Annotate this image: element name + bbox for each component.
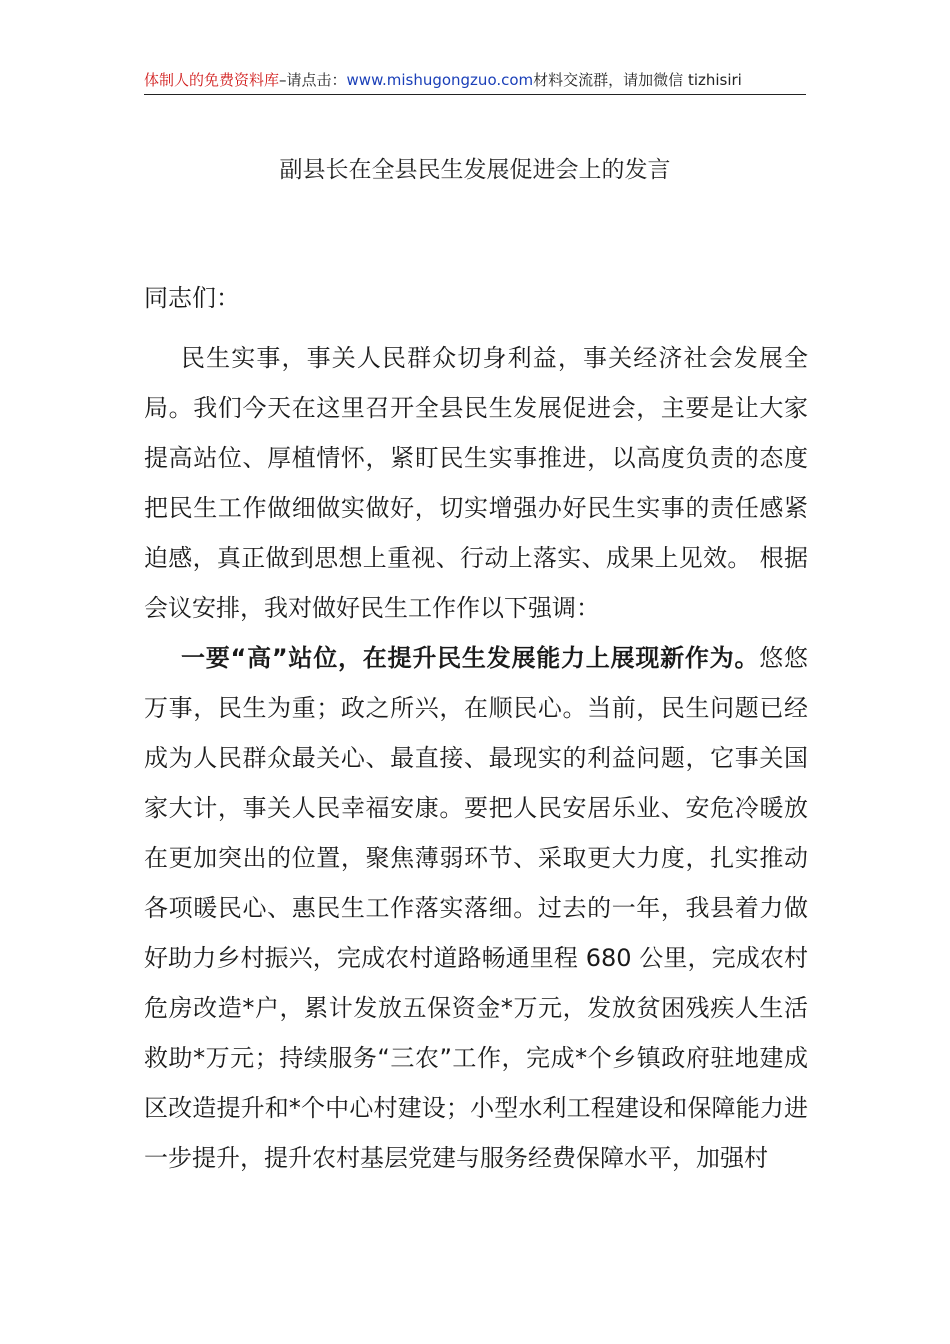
header-url-link[interactable]: www.mishugongzuo.com bbox=[346, 71, 534, 89]
greeting: 同志们： bbox=[144, 284, 240, 312]
document-body bbox=[144, 273, 808, 1183]
header-contact: 材料交流群，请加微信 tizhisiri bbox=[533, 71, 742, 89]
paragraph-1: 民生实事，事关人民群众切身利益，事关经济社会发展全局。我们今天在这里召开全县民生发展促进会，主要是让大家提高站位、厚植情怀，紧盯民生实事推进，以高度负责的态度把民生工作做细做实做好，切实增强办好民生实事的责任感紧迫感，真正做到思想上重视、行动上落实、成果上见效。 根据会议安排，我对做好民生工作作以下强调： bbox=[144, 344, 808, 622]
paragraph-2 bbox=[144, 633, 808, 1183]
header-brand: 体制人的免费资料库 bbox=[144, 71, 280, 89]
document-title: 副县长在全县民生发展促进会上的发言 bbox=[279, 157, 671, 183]
paragraph-2-body: 悠悠万事，民生为重；政之所兴，在顺民心。当前，民生问题已经成为人民群众最关心、最直接、最现实的利益问题，它事关国家大计，事关人民幸福安康。要把人民安居乐业、安危冷暖放在更加突出的位置，聚焦薄弱环节、采取更大力度，扎实推动各项暖民心、惠民生工作落实落细。过去的一年，我县着力做好助力乡村振兴，完成农村道路畅通里程 680 公里，完成农村危房改造*户，累计发放五保资金*万元，发放贫困残疾人生活救助*万元；持续服务“三农”工作，完成*个乡镇政府驻地建成区改造提升和*个中心村建设；小型水利工程建设和保障能力进一步提升，提升农村基层党建与服务经费保障水平，加强村 bbox=[144, 644, 809, 1172]
header-banner bbox=[144, 68, 806, 95]
header-prompt: –请点击： bbox=[279, 71, 347, 89]
paragraph-2-heading: 一要“高”站位，在提升民生发展能力上展现新作为。 bbox=[181, 644, 760, 672]
